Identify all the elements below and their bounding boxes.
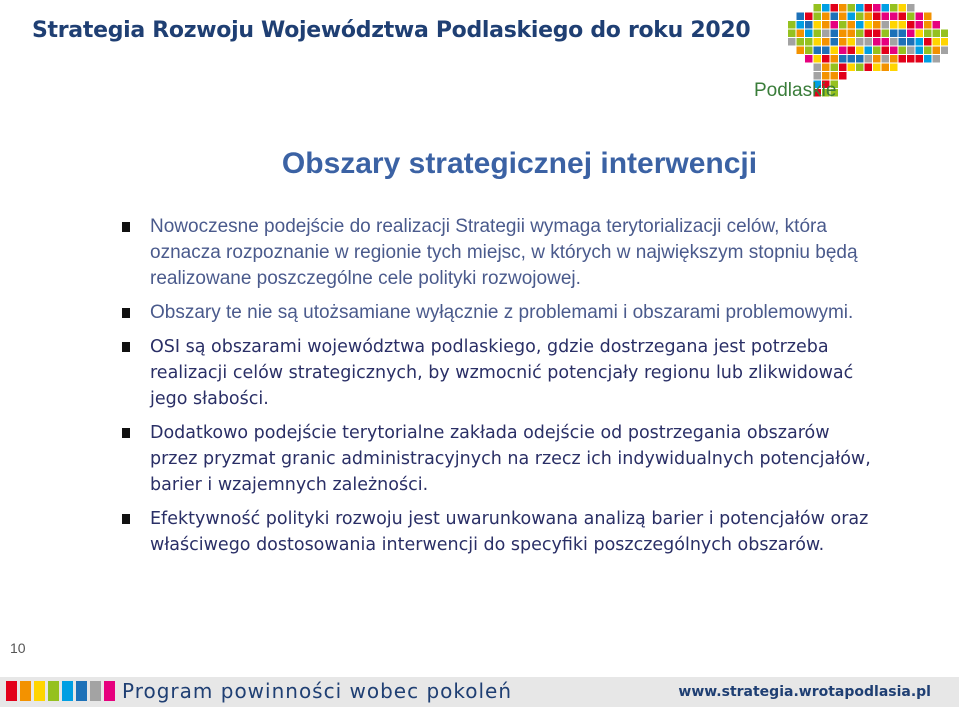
header-title: Strategia Rozwoju Województwa Podlaskiego do roku 2020 xyxy=(32,18,751,43)
footer-square xyxy=(62,681,73,701)
mosaic-tile xyxy=(805,21,813,29)
bullet-square-icon xyxy=(122,308,130,318)
mosaic-tile xyxy=(907,4,915,12)
mosaic-tile xyxy=(839,64,847,72)
mosaic-tile xyxy=(933,38,941,46)
footer-square xyxy=(76,681,87,701)
mosaic-tile xyxy=(797,13,805,21)
mosaic-tile xyxy=(933,30,941,38)
mosaic-tile xyxy=(924,55,932,63)
mosaic-tile xyxy=(924,30,932,38)
mosaic-tile xyxy=(907,21,915,29)
mosaic-tile xyxy=(822,13,830,21)
mosaic-tile xyxy=(907,13,915,21)
mosaic-tile xyxy=(831,47,839,55)
mosaic-tile xyxy=(907,55,915,63)
mosaic-tile xyxy=(814,72,822,80)
mosaic-tile xyxy=(924,13,932,21)
mosaic-tile xyxy=(814,30,822,38)
logo-text: Podlaskie xyxy=(754,80,837,101)
mosaic-tile xyxy=(848,64,856,72)
bullet-item-3 xyxy=(122,334,882,412)
footer-square xyxy=(6,681,17,701)
mosaic-tile xyxy=(873,64,881,72)
mosaic-tile xyxy=(890,47,898,55)
mosaic-tile xyxy=(839,30,847,38)
mosaic-tile xyxy=(797,21,805,29)
mosaic-tile xyxy=(839,21,847,29)
mosaic-tile xyxy=(899,30,907,38)
mosaic-tile xyxy=(831,30,839,38)
mosaic-tile xyxy=(916,55,924,63)
mosaic-tile xyxy=(814,13,822,21)
mosaic-tile xyxy=(890,21,898,29)
mosaic-tile xyxy=(882,47,890,55)
mosaic-tile xyxy=(831,72,839,80)
footer-square xyxy=(34,681,45,701)
mosaic-tile xyxy=(822,38,830,46)
mosaic-tile xyxy=(805,13,813,21)
mosaic-tile xyxy=(839,13,847,21)
mosaic-tile xyxy=(933,21,941,29)
mosaic-tile xyxy=(941,30,948,38)
mosaic-tile xyxy=(916,47,924,55)
footer-square xyxy=(90,681,101,701)
mosaic-tile xyxy=(805,47,813,55)
mosaic-tile xyxy=(890,55,898,63)
mosaic-tile xyxy=(873,21,881,29)
mosaic-tile xyxy=(822,21,830,29)
mosaic-tile xyxy=(831,4,839,12)
mosaic-tile xyxy=(865,64,873,72)
mosaic-tile xyxy=(831,38,839,46)
footer-slogan: Program powinności wobec pokoleń xyxy=(122,679,513,703)
mosaic-tile xyxy=(882,13,890,21)
mosaic-tile xyxy=(814,38,822,46)
footer-square xyxy=(48,681,59,701)
mosaic-tile xyxy=(848,21,856,29)
mosaic-tile xyxy=(882,21,890,29)
mosaic-tile xyxy=(924,38,932,46)
bullet-text: OSI są obszarami województwa podlaskiego, gdzie dostrzegana jest potrzeba realizacji celów strategicznych, by wzmocnić potencjały regionu lub zlikwidować jego słabości. xyxy=(150,337,854,409)
mosaic-tile xyxy=(890,13,898,21)
mosaic-tile xyxy=(814,64,822,72)
mosaic-tile xyxy=(873,55,881,63)
mosaic-tile xyxy=(805,38,813,46)
mosaic-tile xyxy=(856,21,864,29)
mosaic-tile xyxy=(873,4,881,12)
mosaic-tile xyxy=(916,30,924,38)
mosaic-tile xyxy=(882,4,890,12)
mosaic-tile xyxy=(899,55,907,63)
mosaic-tile xyxy=(873,38,881,46)
mosaic-tile xyxy=(916,13,924,21)
mosaic-tile xyxy=(873,30,881,38)
bullet-square-icon xyxy=(122,342,130,352)
slide-title: Obszary strategicznej interwencji xyxy=(281,147,758,180)
mosaic-tile xyxy=(907,47,915,55)
mosaic-tile xyxy=(865,47,873,55)
podlaskie-logo xyxy=(748,4,948,104)
bullet-text: Nowoczesne podejście do realizacji Strategii wymaga terytorializacji celów, która oznacza rozpoznanie w regionie tych miejsc, w których w największym stopniu będą realizowane poszczególne cele polityki rozwojowej. xyxy=(150,216,858,289)
mosaic-tile xyxy=(797,30,805,38)
mosaic-tile xyxy=(890,4,898,12)
footer-url: www.strategia.wrotapodlasia.pl xyxy=(678,684,931,700)
mosaic-tile xyxy=(899,13,907,21)
mosaic-tile xyxy=(899,47,907,55)
mosaic-tile xyxy=(856,55,864,63)
mosaic-tile xyxy=(831,21,839,29)
mosaic-tile xyxy=(865,38,873,46)
mosaic-tile xyxy=(822,30,830,38)
mosaic-tile xyxy=(899,38,907,46)
mosaic-tile xyxy=(848,13,856,21)
page-number: 10 xyxy=(10,640,26,656)
bullet-square-icon xyxy=(122,428,130,438)
mosaic-tile xyxy=(865,55,873,63)
mosaic-tile xyxy=(797,47,805,55)
mosaic-tile xyxy=(916,38,924,46)
mosaic-tile xyxy=(848,38,856,46)
mosaic-tile xyxy=(848,47,856,55)
mosaic-tile xyxy=(890,38,898,46)
bullet-item-1 xyxy=(122,214,882,292)
mosaic-tile xyxy=(814,21,822,29)
mosaic-tile xyxy=(788,21,796,29)
footer-square xyxy=(104,681,115,701)
bullet-text: Efektywność polityki rozwoju jest uwarunkowana analizą barier i potencjałów oraz właściwego dostosowania interwencji do specyfiki poszczególnych obszarów. xyxy=(150,509,869,555)
bullet-text: Obszary te nie są utożsamiane wyłącznie z problemami i obszarami problemowymi. xyxy=(150,302,854,323)
bullet-square-icon xyxy=(122,514,130,524)
mosaic-tile xyxy=(839,38,847,46)
mosaic-tile xyxy=(873,13,881,21)
mosaic-tile xyxy=(924,47,932,55)
mosaic-tile xyxy=(865,4,873,12)
mosaic-tile xyxy=(822,72,830,80)
mosaic-tile xyxy=(941,47,948,55)
mosaic-tile xyxy=(856,64,864,72)
footer-bar xyxy=(0,677,959,707)
mosaic-tile xyxy=(814,4,822,12)
mosaic-tile xyxy=(856,38,864,46)
mosaic-tile xyxy=(916,21,924,29)
mosaic-tile xyxy=(788,38,796,46)
mosaic-tile xyxy=(882,38,890,46)
mosaic-tile xyxy=(899,21,907,29)
mosaic-tile xyxy=(831,64,839,72)
mosaic-tile xyxy=(848,55,856,63)
mosaic-tile xyxy=(865,21,873,29)
mosaic-tile xyxy=(933,55,941,63)
bullet-text: Dodatkowo podejście terytorialne zakłada odejście od postrzegania obszarów przez pryzmat granic administracyjnych na rzecz ich indywidualnych potencjałów, barier i wzajemnych zależności. xyxy=(150,423,871,495)
bullet-item-4 xyxy=(122,420,882,498)
mosaic-tile xyxy=(839,72,847,80)
mosaic-tile xyxy=(941,38,948,46)
mosaic-tile xyxy=(839,4,847,12)
mosaic-tile xyxy=(822,4,830,12)
mosaic-tile xyxy=(797,38,805,46)
mosaic-tile xyxy=(822,64,830,72)
mosaic-tile xyxy=(856,47,864,55)
footer-color-squares xyxy=(6,681,118,701)
bullet-item-5 xyxy=(122,506,882,558)
bullet-item-2 xyxy=(122,300,882,326)
mosaic-tile xyxy=(814,47,822,55)
mosaic-tile xyxy=(907,30,915,38)
mosaic-tile xyxy=(856,30,864,38)
mosaic-tile xyxy=(848,30,856,38)
mosaic-tile xyxy=(822,47,830,55)
mosaic-tile xyxy=(865,13,873,21)
mosaic-tile xyxy=(805,55,813,63)
mosaic-tile xyxy=(805,30,813,38)
mosaic-tile xyxy=(788,30,796,38)
mosaic-tile xyxy=(882,64,890,72)
mosaic-tile xyxy=(839,47,847,55)
mosaic-tile xyxy=(899,4,907,12)
mosaic-tile xyxy=(933,47,941,55)
mosaic-tile xyxy=(924,21,932,29)
mosaic-tile xyxy=(882,55,890,63)
mosaic-tile xyxy=(814,55,822,63)
bullet-square-icon xyxy=(122,222,130,232)
bullet-list xyxy=(122,214,882,566)
mosaic-tile xyxy=(822,55,830,63)
mosaic-tile xyxy=(856,4,864,12)
mosaic-tile xyxy=(873,47,881,55)
mosaic-tile xyxy=(831,55,839,63)
mosaic-tile xyxy=(865,30,873,38)
mosaic-tile xyxy=(856,13,864,21)
footer-square xyxy=(20,681,31,701)
mosaic-tile xyxy=(882,30,890,38)
mosaic-tile xyxy=(890,30,898,38)
mosaic-tile xyxy=(907,38,915,46)
mosaic-tile xyxy=(848,4,856,12)
mosaic-tile xyxy=(839,55,847,63)
mosaic-tile xyxy=(831,13,839,21)
mosaic-tile xyxy=(890,64,898,72)
